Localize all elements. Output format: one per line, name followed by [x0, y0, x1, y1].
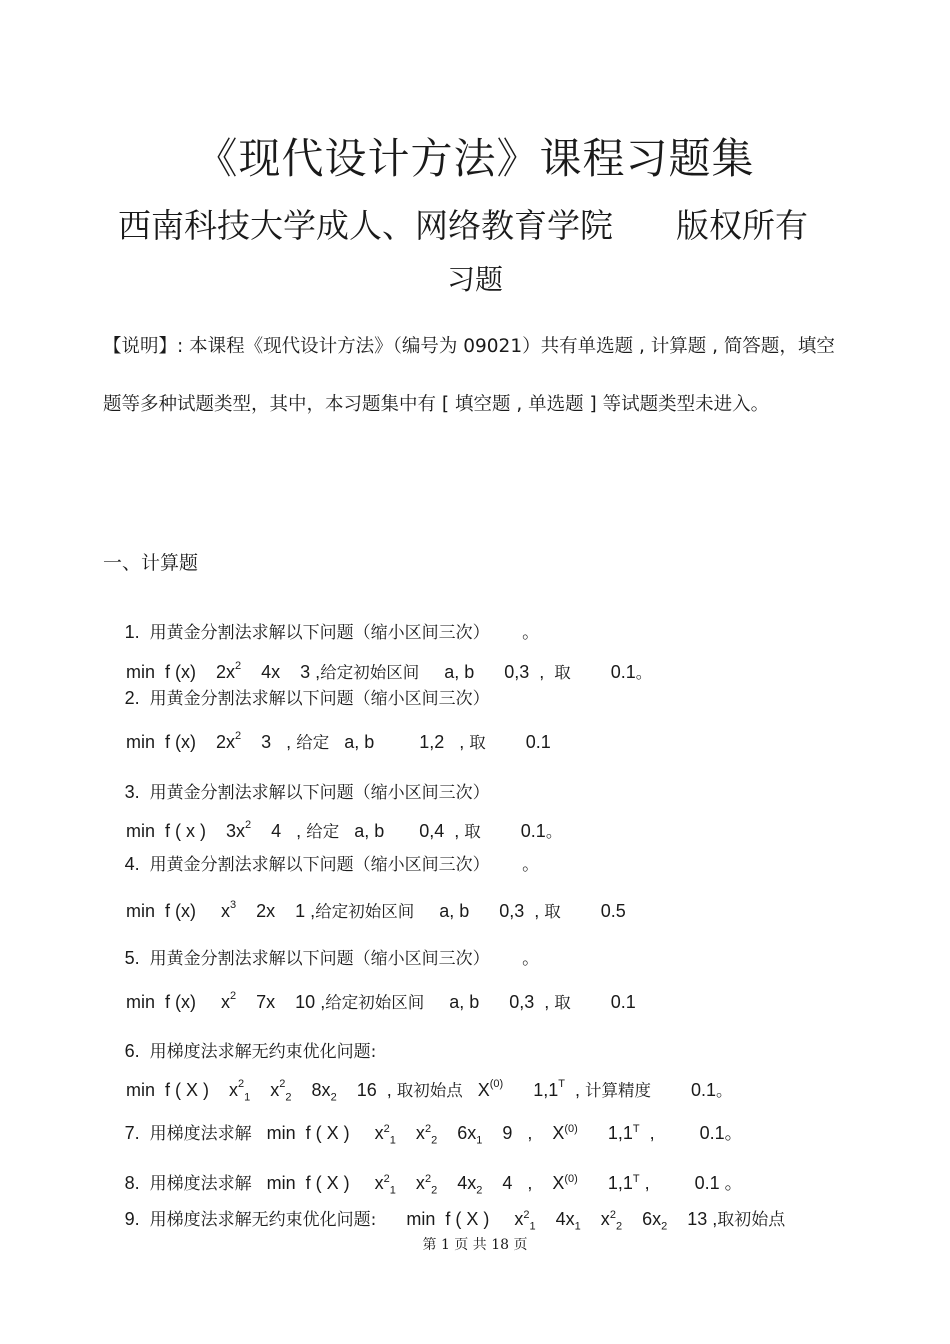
question-number: 5.	[124, 948, 140, 968]
formula-text: 取	[554, 993, 571, 1012]
formula-part: min f ( X ) x	[126, 1080, 239, 1100]
subscript: 2	[615, 1220, 623, 1233]
formula-part: 0.1	[651, 1080, 717, 1100]
formula-part: ,	[564, 1080, 580, 1100]
subscript: 1	[389, 1134, 396, 1147]
subscript: 2	[476, 1184, 483, 1197]
formula-part: a, b 0,4 ,	[339, 821, 460, 841]
formula-part: a, b 0,3 ,	[419, 662, 545, 682]
formula-part: , 0.1	[639, 1173, 720, 1193]
formula-text: 。	[635, 663, 653, 682]
formula-part: min f ( X ) x	[266, 1173, 384, 1193]
superscript: (0)	[564, 1123, 578, 1135]
formula-text: 取	[544, 902, 561, 921]
formula-part: 8x	[291, 1080, 331, 1100]
question-number: 1.	[124, 622, 140, 642]
exponent: 2	[383, 1173, 390, 1185]
formula-text: 。	[545, 822, 563, 841]
transpose-mark: T	[632, 1123, 640, 1135]
exponent: 2	[230, 990, 237, 1002]
formula-text: 给定初始区间	[325, 993, 425, 1012]
question-number: 2.	[124, 688, 140, 708]
heading-calculation: 一、计算题	[103, 552, 199, 574]
formula-part: x	[250, 1080, 280, 1100]
document-subtitle: 西南科技大学成人、网络教育学院 版权所有	[118, 206, 808, 245]
formula-part: , 0.1	[639, 1123, 725, 1143]
formula-part: a, b 0,3 ,	[414, 901, 540, 921]
formula-part: 2x 1 ,	[236, 901, 316, 921]
question-text: 用黄金分割法求解以下问题（缩小区间三次）	[149, 689, 490, 709]
question-text: 用梯度法求解无约束优化问题:	[149, 1042, 377, 1062]
superscript: (0)	[489, 1078, 504, 1090]
formula-part: min f (x) x	[126, 901, 231, 921]
formula-part: 4 , X	[482, 1173, 565, 1193]
subscript: 1	[389, 1184, 396, 1197]
exponent: 2	[523, 1209, 530, 1221]
transpose-mark: T	[632, 1173, 640, 1185]
formula-part: 16 ,	[336, 1080, 392, 1100]
formula-part: min f (x) x	[126, 992, 231, 1012]
subscript: 1	[244, 1091, 251, 1104]
exponent: 2	[235, 730, 242, 742]
question-text: 用黄金分割法求解以下问题（缩小区间三次） 。	[149, 949, 540, 969]
formula-text: 。	[716, 1081, 733, 1100]
question-number: 6.	[124, 1041, 140, 1061]
question-number: 4.	[124, 854, 140, 874]
question-number: 8.	[124, 1173, 140, 1193]
course-note: 【说明】: 本课程《现代设计方法》（编号为 09021）共有单选题 , 计算题 , 简答题，填空题等多种试题类型，其中，本习题集中有 [ 填空题 , 单选题 ] 等试题类型未进入。	[103, 336, 835, 415]
question-text: 用黄金分割法求解以下问题（缩小区间三次） 。	[149, 623, 540, 643]
formula-part: min f ( x ) 3x	[126, 821, 246, 841]
question-number: 7.	[124, 1123, 140, 1143]
formula-part: X	[462, 1080, 490, 1100]
subscript: 2	[431, 1184, 438, 1197]
subscript: 2	[661, 1220, 668, 1233]
question-text: 用黄金分割法求解以下问题（缩小区间三次）	[149, 783, 490, 803]
formula-text: 给定	[306, 822, 340, 841]
formula-text: 取	[469, 733, 486, 752]
question-text: 用黄金分割法求解以下问题（缩小区间三次） 。	[149, 855, 540, 875]
subscript: 2	[431, 1134, 438, 1147]
exponent: 2	[279, 1078, 286, 1090]
question-text: 用梯度法求解无约束优化问题:	[149, 1210, 377, 1230]
formula-part: 4x 3 ,	[241, 662, 321, 682]
formula-text: 给定初始区间	[315, 902, 415, 921]
formula-text: 给定初始区间	[320, 663, 420, 682]
formula-part: 4x	[535, 1209, 575, 1229]
formula-text: 取	[464, 822, 481, 841]
formula-part: min f ( X ) x	[406, 1209, 524, 1229]
formula-text: 取初始点	[717, 1210, 786, 1230]
formula-part: min f (x) 2x	[126, 662, 236, 682]
exponent: 2	[245, 819, 252, 831]
formula-part: 0.1	[570, 992, 636, 1012]
subscript: 1	[476, 1134, 483, 1147]
formula-part: 0.1	[570, 662, 636, 682]
exponent: 3	[230, 899, 237, 911]
formula-part: 0.5	[560, 901, 626, 921]
transpose-mark: T	[558, 1078, 565, 1090]
formula-part: 7x 10 ,	[236, 992, 326, 1012]
exponent: 2	[424, 1173, 432, 1185]
formula-part: 6x	[437, 1123, 477, 1143]
formula-part: 。	[724, 1123, 743, 1143]
formula-part: min f ( X ) x	[266, 1123, 384, 1143]
formula-text: 给定	[296, 733, 330, 752]
subscript: 2	[285, 1091, 292, 1104]
subscript: 1	[574, 1220, 581, 1233]
exponent: 2	[383, 1123, 390, 1135]
exponent: 2	[238, 1078, 245, 1090]
formula-part: min f (x) 2x	[126, 732, 236, 752]
superscript: (0)	[564, 1173, 578, 1185]
formula-part: a, b 0,3 ,	[424, 992, 550, 1012]
formula-part: 。	[724, 1173, 743, 1193]
exponent: 2	[235, 660, 242, 672]
formula-part: 1,1	[503, 1080, 559, 1100]
formula-part: x	[395, 1173, 425, 1193]
question-text: 用梯度法求解	[149, 1174, 252, 1194]
formula-part: 4 ,	[251, 821, 302, 841]
formula-part: 4x	[437, 1173, 477, 1193]
formula-part: 0.1	[480, 821, 546, 841]
subscript: 2	[330, 1091, 337, 1104]
question-number: 3.	[124, 782, 140, 802]
formula-part: 0.1	[485, 732, 551, 752]
formula-part: 3 ,	[241, 732, 292, 752]
subscript: 1	[529, 1220, 536, 1233]
formula-text: 取	[554, 663, 571, 682]
formula-part: 6x	[622, 1209, 662, 1229]
exponent: 2	[424, 1123, 432, 1135]
document-title: 《现代设计方法》课程习题集	[195, 134, 755, 183]
formula-part: 1,1	[577, 1173, 633, 1193]
formula-part: 1,1	[577, 1123, 633, 1143]
section-heading: 习题	[446, 263, 503, 296]
formula-part: 13 ,	[667, 1209, 718, 1229]
question-text: 用梯度法求解	[149, 1124, 252, 1144]
formula-part: a, b 1,2 ,	[329, 732, 465, 752]
question-number: 9.	[124, 1209, 140, 1229]
formula-part: 9 , X	[482, 1123, 565, 1143]
formula-text: 取初始点	[396, 1081, 463, 1100]
page-footer: 第 1 页 共 18 页	[422, 1237, 528, 1253]
exponent: 2	[609, 1209, 616, 1221]
formula-text: 计算精度	[585, 1081, 651, 1100]
formula-part: x	[395, 1123, 425, 1143]
formula-part: x	[580, 1209, 610, 1229]
